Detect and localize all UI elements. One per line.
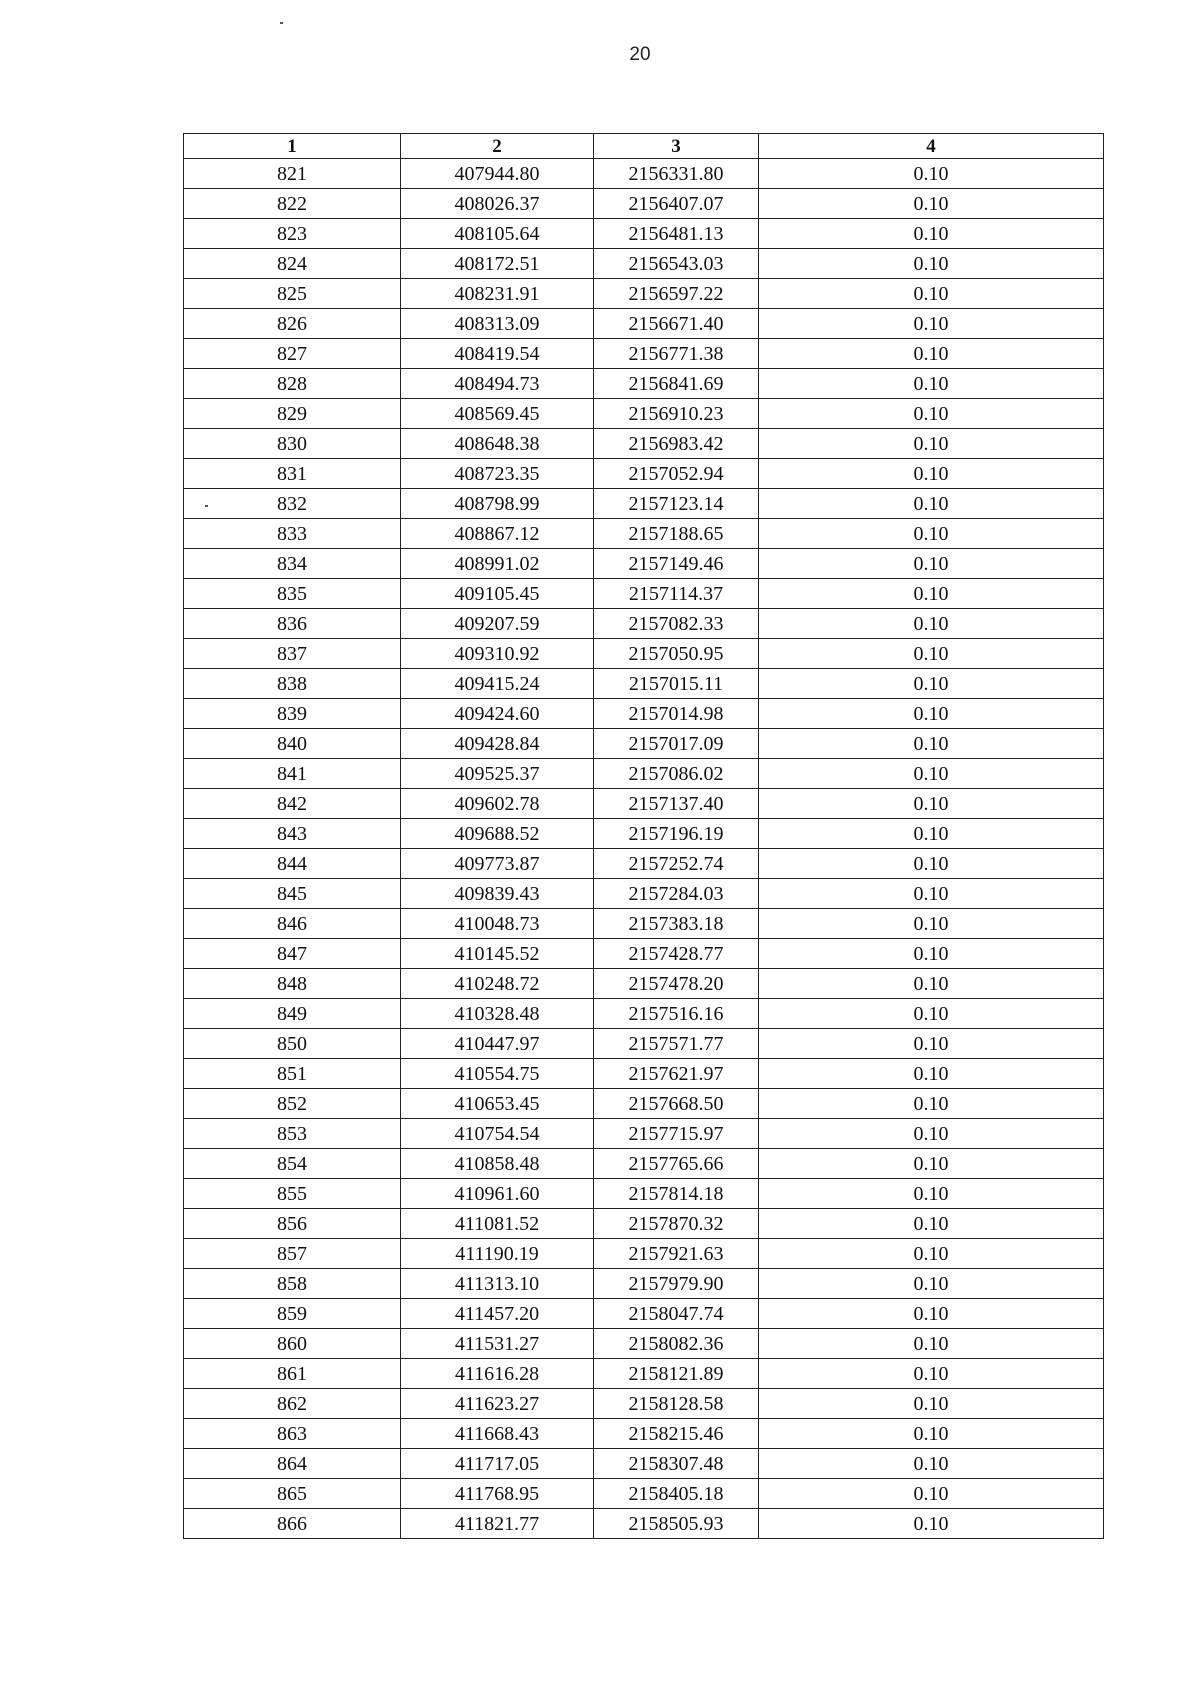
accuracy-cell: 0.10 bbox=[759, 669, 1104, 699]
accuracy-cell: 0.10 bbox=[759, 1239, 1104, 1269]
accuracy-cell: 0.10 bbox=[759, 219, 1104, 249]
point-number-cell: 863 bbox=[184, 1419, 401, 1449]
table-row bbox=[184, 579, 1104, 609]
accuracy-cell: 0.10 bbox=[759, 1449, 1104, 1479]
y-coordinate-cell: 2157014.98 bbox=[594, 699, 759, 729]
table-row bbox=[184, 609, 1104, 639]
table-row bbox=[184, 1179, 1104, 1209]
table-row bbox=[184, 1479, 1104, 1509]
table-row bbox=[184, 1089, 1104, 1119]
accuracy-cell: 0.10 bbox=[759, 279, 1104, 309]
point-number-cell: 847 bbox=[184, 939, 401, 969]
point-number-cell: 836 bbox=[184, 609, 401, 639]
accuracy-cell: 0.10 bbox=[759, 1209, 1104, 1239]
y-coordinate-cell: 2158047.74 bbox=[594, 1299, 759, 1329]
accuracy-cell: 0.10 bbox=[759, 909, 1104, 939]
x-coordinate-cell: 409602.78 bbox=[401, 789, 594, 819]
x-coordinate-cell: 408419.54 bbox=[401, 339, 594, 369]
table-row bbox=[184, 189, 1104, 219]
x-coordinate-cell: 410858.48 bbox=[401, 1149, 594, 1179]
point-number-cell: 821 bbox=[184, 159, 401, 189]
column-header-3: 3 bbox=[594, 134, 759, 159]
point-number-cell: 854 bbox=[184, 1149, 401, 1179]
x-coordinate-cell: 410554.75 bbox=[401, 1059, 594, 1089]
point-number-cell: 856 bbox=[184, 1209, 401, 1239]
point-number-cell: 824 bbox=[184, 249, 401, 279]
accuracy-cell: 0.10 bbox=[759, 1179, 1104, 1209]
y-coordinate-cell: 2157516.16 bbox=[594, 999, 759, 1029]
table-row bbox=[184, 369, 1104, 399]
accuracy-cell: 0.10 bbox=[759, 429, 1104, 459]
point-number-cell: 830 bbox=[184, 429, 401, 459]
point-number-cell: 849 bbox=[184, 999, 401, 1029]
table-row bbox=[184, 1059, 1104, 1089]
y-coordinate-cell: 2156771.38 bbox=[594, 339, 759, 369]
table-row bbox=[184, 819, 1104, 849]
point-number-cell: 843 bbox=[184, 819, 401, 849]
table-row bbox=[184, 399, 1104, 429]
point-number-cell: 865 bbox=[184, 1479, 401, 1509]
table-row bbox=[184, 429, 1104, 459]
accuracy-cell: 0.10 bbox=[759, 309, 1104, 339]
accuracy-cell: 0.10 bbox=[759, 1149, 1104, 1179]
point-number-cell: 822 bbox=[184, 189, 401, 219]
point-number-cell: 840 bbox=[184, 729, 401, 759]
point-number-cell: 846 bbox=[184, 909, 401, 939]
x-coordinate-cell: 409207.59 bbox=[401, 609, 594, 639]
table-row bbox=[184, 489, 1104, 519]
y-coordinate-cell: 2157979.90 bbox=[594, 1269, 759, 1299]
table-row bbox=[184, 219, 1104, 249]
x-coordinate-cell: 408723.35 bbox=[401, 459, 594, 489]
point-number-cell: 841 bbox=[184, 759, 401, 789]
point-number-cell: 844 bbox=[184, 849, 401, 879]
x-coordinate-cell: 408026.37 bbox=[401, 189, 594, 219]
point-number-cell: 825 bbox=[184, 279, 401, 309]
accuracy-cell: 0.10 bbox=[759, 399, 1104, 429]
point-number-cell: 850 bbox=[184, 1029, 401, 1059]
table-row bbox=[184, 459, 1104, 489]
point-number-cell: 837 bbox=[184, 639, 401, 669]
x-coordinate-cell: 411531.27 bbox=[401, 1329, 594, 1359]
table-row bbox=[184, 279, 1104, 309]
point-number-cell: 828 bbox=[184, 369, 401, 399]
y-coordinate-cell: 2157814.18 bbox=[594, 1179, 759, 1209]
accuracy-cell: 0.10 bbox=[759, 609, 1104, 639]
accuracy-cell: 0.10 bbox=[759, 489, 1104, 519]
x-coordinate-cell: 408798.99 bbox=[401, 489, 594, 519]
point-number-cell: 845 bbox=[184, 879, 401, 909]
table-row bbox=[184, 999, 1104, 1029]
table-row bbox=[184, 969, 1104, 999]
point-number-cell: 860 bbox=[184, 1329, 401, 1359]
point-number-cell: 858 bbox=[184, 1269, 401, 1299]
y-coordinate-cell: 2157284.03 bbox=[594, 879, 759, 909]
y-coordinate-cell: 2157149.46 bbox=[594, 549, 759, 579]
y-coordinate-cell: 2158405.18 bbox=[594, 1479, 759, 1509]
x-coordinate-cell: 411457.20 bbox=[401, 1299, 594, 1329]
point-number-cell: 848 bbox=[184, 969, 401, 999]
y-coordinate-cell: 2157114.37 bbox=[594, 579, 759, 609]
accuracy-cell: 0.10 bbox=[759, 1419, 1104, 1449]
y-coordinate-cell: 2156543.03 bbox=[594, 249, 759, 279]
table-row bbox=[184, 879, 1104, 909]
y-coordinate-cell: 2156481.13 bbox=[594, 219, 759, 249]
x-coordinate-cell: 409688.52 bbox=[401, 819, 594, 849]
table-header-row bbox=[184, 134, 1104, 159]
accuracy-cell: 0.10 bbox=[759, 999, 1104, 1029]
accuracy-cell: 0.10 bbox=[759, 1359, 1104, 1389]
x-coordinate-cell: 408569.45 bbox=[401, 399, 594, 429]
point-number-cell: 832 bbox=[184, 489, 401, 519]
y-coordinate-cell: 2157921.63 bbox=[594, 1239, 759, 1269]
x-coordinate-cell: 408648.38 bbox=[401, 429, 594, 459]
point-number-cell: 838 bbox=[184, 669, 401, 699]
table-row bbox=[184, 669, 1104, 699]
accuracy-cell: 0.10 bbox=[759, 369, 1104, 399]
y-coordinate-cell: 2157383.18 bbox=[594, 909, 759, 939]
accuracy-cell: 0.10 bbox=[759, 789, 1104, 819]
y-coordinate-cell: 2158121.89 bbox=[594, 1359, 759, 1389]
x-coordinate-cell: 410048.73 bbox=[401, 909, 594, 939]
y-coordinate-cell: 2158505.93 bbox=[594, 1509, 759, 1539]
accuracy-cell: 0.10 bbox=[759, 879, 1104, 909]
x-coordinate-cell: 408231.91 bbox=[401, 279, 594, 309]
x-coordinate-cell: 408105.64 bbox=[401, 219, 594, 249]
table-body bbox=[184, 159, 1104, 1539]
y-coordinate-cell: 2158215.46 bbox=[594, 1419, 759, 1449]
table-row bbox=[184, 249, 1104, 279]
y-coordinate-cell: 2157017.09 bbox=[594, 729, 759, 759]
point-number-cell: 831 bbox=[184, 459, 401, 489]
y-coordinate-cell: 2157188.65 bbox=[594, 519, 759, 549]
y-coordinate-cell: 2157428.77 bbox=[594, 939, 759, 969]
x-coordinate-cell: 408313.09 bbox=[401, 309, 594, 339]
accuracy-cell: 0.10 bbox=[759, 1269, 1104, 1299]
y-coordinate-cell: 2157715.97 bbox=[594, 1119, 759, 1149]
accuracy-cell: 0.10 bbox=[759, 699, 1104, 729]
table-row bbox=[184, 939, 1104, 969]
y-coordinate-cell: 2157137.40 bbox=[594, 789, 759, 819]
y-coordinate-cell: 2157196.19 bbox=[594, 819, 759, 849]
y-coordinate-cell: 2158307.48 bbox=[594, 1449, 759, 1479]
y-coordinate-cell: 2157050.95 bbox=[594, 639, 759, 669]
accuracy-cell: 0.10 bbox=[759, 579, 1104, 609]
accuracy-cell: 0.10 bbox=[759, 249, 1104, 279]
x-coordinate-cell: 411081.52 bbox=[401, 1209, 594, 1239]
accuracy-cell: 0.10 bbox=[759, 639, 1104, 669]
accuracy-cell: 0.10 bbox=[759, 549, 1104, 579]
x-coordinate-cell: 411313.10 bbox=[401, 1269, 594, 1299]
y-coordinate-cell: 2156983.42 bbox=[594, 429, 759, 459]
accuracy-cell: 0.10 bbox=[759, 459, 1104, 489]
point-number-cell: 861 bbox=[184, 1359, 401, 1389]
y-coordinate-cell: 2156910.23 bbox=[594, 399, 759, 429]
accuracy-cell: 0.10 bbox=[759, 159, 1104, 189]
x-coordinate-cell: 410653.45 bbox=[401, 1089, 594, 1119]
x-coordinate-cell: 411821.77 bbox=[401, 1509, 594, 1539]
x-coordinate-cell: 411616.28 bbox=[401, 1359, 594, 1389]
table-row bbox=[184, 519, 1104, 549]
table-row bbox=[184, 1449, 1104, 1479]
table-row bbox=[184, 1239, 1104, 1269]
table-row bbox=[184, 789, 1104, 819]
y-coordinate-cell: 2157252.74 bbox=[594, 849, 759, 879]
x-coordinate-cell: 411623.27 bbox=[401, 1389, 594, 1419]
table-row bbox=[184, 729, 1104, 759]
table-row bbox=[184, 1149, 1104, 1179]
point-number-cell: 862 bbox=[184, 1389, 401, 1419]
x-coordinate-cell: 410961.60 bbox=[401, 1179, 594, 1209]
accuracy-cell: 0.10 bbox=[759, 189, 1104, 219]
column-header-2: 2 bbox=[401, 134, 594, 159]
y-coordinate-cell: 2157478.20 bbox=[594, 969, 759, 999]
table-row bbox=[184, 1329, 1104, 1359]
x-coordinate-cell: 408494.73 bbox=[401, 369, 594, 399]
point-number-cell: 823 bbox=[184, 219, 401, 249]
y-coordinate-cell: 2157052.94 bbox=[594, 459, 759, 489]
accuracy-cell: 0.10 bbox=[759, 1299, 1104, 1329]
y-coordinate-cell: 2157668.50 bbox=[594, 1089, 759, 1119]
x-coordinate-cell: 411768.95 bbox=[401, 1479, 594, 1509]
accuracy-cell: 0.10 bbox=[759, 759, 1104, 789]
point-number-cell: 859 bbox=[184, 1299, 401, 1329]
x-coordinate-cell: 409839.43 bbox=[401, 879, 594, 909]
y-coordinate-cell: 2157870.32 bbox=[594, 1209, 759, 1239]
point-number-cell: 829 bbox=[184, 399, 401, 429]
point-number-cell: 826 bbox=[184, 309, 401, 339]
table-row bbox=[184, 1389, 1104, 1419]
y-coordinate-cell: 2156331.80 bbox=[594, 159, 759, 189]
x-coordinate-cell: 409525.37 bbox=[401, 759, 594, 789]
x-coordinate-cell: 409310.92 bbox=[401, 639, 594, 669]
x-coordinate-cell: 410447.97 bbox=[401, 1029, 594, 1059]
accuracy-cell: 0.10 bbox=[759, 819, 1104, 849]
y-coordinate-cell: 2157765.66 bbox=[594, 1149, 759, 1179]
y-coordinate-cell: 2158128.58 bbox=[594, 1389, 759, 1419]
accuracy-cell: 0.10 bbox=[759, 1119, 1104, 1149]
point-number-cell: 839 bbox=[184, 699, 401, 729]
x-coordinate-cell: 409415.24 bbox=[401, 669, 594, 699]
point-number-cell: 851 bbox=[184, 1059, 401, 1089]
y-coordinate-cell: 2156841.69 bbox=[594, 369, 759, 399]
accuracy-cell: 0.10 bbox=[759, 729, 1104, 759]
x-coordinate-cell: 410328.48 bbox=[401, 999, 594, 1029]
accuracy-cell: 0.10 bbox=[759, 1089, 1104, 1119]
table-row bbox=[184, 1029, 1104, 1059]
table-row bbox=[184, 339, 1104, 369]
accuracy-cell: 0.10 bbox=[759, 1029, 1104, 1059]
accuracy-cell: 0.10 bbox=[759, 519, 1104, 549]
x-coordinate-cell: 408991.02 bbox=[401, 549, 594, 579]
point-number-cell: 842 bbox=[184, 789, 401, 819]
scan-speck bbox=[280, 22, 283, 24]
x-coordinate-cell: 408867.12 bbox=[401, 519, 594, 549]
y-coordinate-cell: 2157621.97 bbox=[594, 1059, 759, 1089]
x-coordinate-cell: 409424.60 bbox=[401, 699, 594, 729]
point-number-cell: 852 bbox=[184, 1089, 401, 1119]
y-coordinate-cell: 2157123.14 bbox=[594, 489, 759, 519]
x-coordinate-cell: 411717.05 bbox=[401, 1449, 594, 1479]
point-number-cell: 835 bbox=[184, 579, 401, 609]
point-number-cell: 857 bbox=[184, 1239, 401, 1269]
x-coordinate-cell: 410248.72 bbox=[401, 969, 594, 999]
x-coordinate-cell: 407944.80 bbox=[401, 159, 594, 189]
table-row bbox=[184, 759, 1104, 789]
y-coordinate-cell: 2157086.02 bbox=[594, 759, 759, 789]
accuracy-cell: 0.10 bbox=[759, 849, 1104, 879]
y-coordinate-cell: 2157015.11 bbox=[594, 669, 759, 699]
y-coordinate-cell: 2157571.77 bbox=[594, 1029, 759, 1059]
table-row bbox=[184, 699, 1104, 729]
table-row bbox=[184, 1359, 1104, 1389]
x-coordinate-cell: 410145.52 bbox=[401, 939, 594, 969]
accuracy-cell: 0.10 bbox=[759, 1329, 1104, 1359]
y-coordinate-cell: 2158082.36 bbox=[594, 1329, 759, 1359]
point-number-cell: 866 bbox=[184, 1509, 401, 1539]
point-number-cell: 864 bbox=[184, 1449, 401, 1479]
table-row bbox=[184, 1419, 1104, 1449]
point-number-cell: 853 bbox=[184, 1119, 401, 1149]
accuracy-cell: 0.10 bbox=[759, 939, 1104, 969]
x-coordinate-cell: 410754.54 bbox=[401, 1119, 594, 1149]
table-row bbox=[184, 849, 1104, 879]
column-header-4: 4 bbox=[759, 134, 1104, 159]
accuracy-cell: 0.10 bbox=[759, 339, 1104, 369]
x-coordinate-cell: 409773.87 bbox=[401, 849, 594, 879]
table-row bbox=[184, 159, 1104, 189]
x-coordinate-cell: 409428.84 bbox=[401, 729, 594, 759]
y-coordinate-cell: 2156407.07 bbox=[594, 189, 759, 219]
coordinates-table bbox=[183, 133, 1104, 1539]
x-coordinate-cell: 409105.45 bbox=[401, 579, 594, 609]
table-row bbox=[184, 1269, 1104, 1299]
y-coordinate-cell: 2157082.33 bbox=[594, 609, 759, 639]
x-coordinate-cell: 411190.19 bbox=[401, 1239, 594, 1269]
accuracy-cell: 0.10 bbox=[759, 1059, 1104, 1089]
point-number-cell: 834 bbox=[184, 549, 401, 579]
accuracy-cell: 0.10 bbox=[759, 969, 1104, 999]
table-row bbox=[184, 909, 1104, 939]
accuracy-cell: 0.10 bbox=[759, 1509, 1104, 1539]
y-coordinate-cell: 2156597.22 bbox=[594, 279, 759, 309]
x-coordinate-cell: 408172.51 bbox=[401, 249, 594, 279]
accuracy-cell: 0.10 bbox=[759, 1389, 1104, 1419]
table-row bbox=[184, 1509, 1104, 1539]
column-header-1: 1 bbox=[184, 134, 401, 159]
point-number-cell: 855 bbox=[184, 1179, 401, 1209]
table-row bbox=[184, 639, 1104, 669]
x-coordinate-cell: 411668.43 bbox=[401, 1419, 594, 1449]
table-row bbox=[184, 309, 1104, 339]
table-row bbox=[184, 1119, 1104, 1149]
accuracy-cell: 0.10 bbox=[759, 1479, 1104, 1509]
point-number-cell: 833 bbox=[184, 519, 401, 549]
page-number: 20 bbox=[629, 44, 651, 65]
point-number-cell: 827 bbox=[184, 339, 401, 369]
table-row bbox=[184, 1299, 1104, 1329]
y-coordinate-cell: 2156671.40 bbox=[594, 309, 759, 339]
table-row bbox=[184, 1209, 1104, 1239]
table-row bbox=[184, 549, 1104, 579]
